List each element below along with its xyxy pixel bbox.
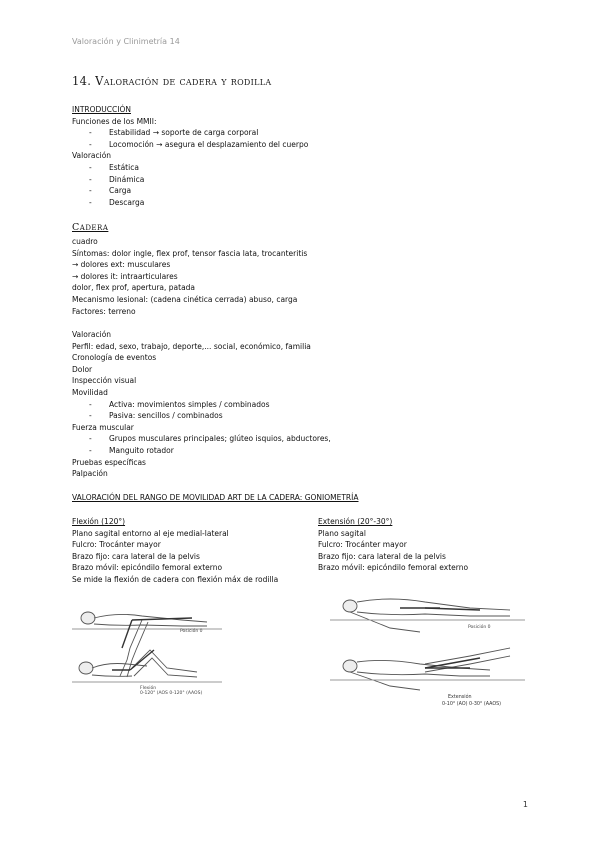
fuerza-item: - Manguito rotador: [72, 445, 331, 457]
extension-fig-label-0: Posición 0: [468, 625, 491, 630]
palpacion-line: Palpación: [72, 469, 108, 479]
extension-fig-label-1: Extensión: [448, 695, 472, 700]
flexion-fig-label-0: Posición 0: [180, 629, 203, 634]
cadera-line: dolor, flex prof, apertura, patada: [72, 283, 196, 293]
movilidad-item: - Activa: movimientos simples / combinados: [72, 399, 331, 411]
cadera-line: Mecanismo lesional: (cadena cinética cerrada) abuso, carga: [72, 294, 298, 304]
extension-illustration: [330, 588, 530, 710]
inspeccion-line: Inspección visual: [72, 376, 137, 386]
fuerza-item: - Grupos musculares principales; glúteo isquios, abductores,: [72, 433, 331, 445]
extension-line: Fulcro: Trocánter mayor: [318, 540, 407, 550]
cadera-heading: Cadera: [72, 222, 109, 233]
extension-line: Brazo fijo: cara lateral de la pelvis: [318, 551, 446, 561]
extension-column: [318, 516, 468, 574]
flexion-fig-label-2: 0-120° (AOS 0-120° (AAOS): [140, 691, 203, 696]
goniometria-heading: VALORACIÓN DEL RANGO DE MOVILIDAD ART DE LA CADERA: GONIOMETRÍA: [72, 493, 359, 502]
cronologia-line: Cronología de eventos: [72, 353, 157, 363]
flexion-title: Flexión (120°): [72, 517, 126, 526]
intro-heading: INTRODUCCIÓN: [72, 105, 131, 114]
flexion-fig-label-1: Flexión: [140, 686, 157, 691]
function-item: - Locomoción → asegura el desplazamiento del cuerpo: [72, 139, 308, 151]
flexion-line: Plano sagital entorno al eje medial-lateral: [72, 528, 229, 538]
extension-title: Extensión (20°-30°): [318, 517, 393, 526]
perfil-line: Perfil: edad, sexo, trabajo, deporte,... social, económico, familia: [72, 341, 311, 351]
cadera-section: [72, 222, 108, 234]
cadera-line: → dolores it: intraarticulares: [72, 271, 178, 281]
valoracion-label: Valoración: [72, 151, 112, 161]
valoracion-item: - Estática: [72, 162, 308, 174]
flexion-line: Brazo móvil: epicóndilo femoral externo: [72, 563, 223, 573]
movilidad-label: Movilidad: [72, 387, 108, 397]
cadera-line: cuadro: [72, 237, 98, 246]
valoracion-item: - Carga: [72, 185, 308, 197]
cadera-lines: [72, 236, 307, 317]
pruebas-line: Pruebas específicas: [72, 457, 146, 467]
movilidad-item: - Pasiva: sencillos / combinados: [72, 410, 331, 422]
valoracion-item: - Descarga: [72, 197, 308, 209]
valoracion-section: [72, 329, 331, 480]
page-title: 14. Valoración de cadera y rodilla: [72, 73, 272, 89]
extension-line: Plano sagital: [318, 528, 366, 538]
cadera-line: Factores: terreno: [72, 306, 136, 316]
page-number: 1: [522, 800, 528, 809]
intro-section: [72, 104, 308, 208]
goniometria-section: [72, 492, 359, 504]
flexion-column: [72, 516, 278, 586]
functions-label: Funciones de los MMII:: [72, 116, 157, 126]
running-header: Valoración y Clinimetría 14: [72, 37, 180, 46]
cadera-line: Síntomas: dolor ingle, flex prof, tensor fascia lata, trocanteritis: [72, 248, 308, 258]
extension-fig-label-2: 0-10° (AO) 0-30° (AAOS): [442, 702, 502, 707]
extension-line: Brazo móvil: epicóndilo femoral externo: [318, 563, 469, 573]
flexion-line: Se mide la flexión de cadera con flexión máx de rodilla: [72, 574, 279, 584]
valoracion-heading: Valoración: [72, 330, 112, 339]
flexion-line: Brazo fijo: cara lateral de la pelvis: [72, 551, 200, 561]
function-item: - Estabilidad → soporte de carga corporal: [72, 127, 308, 139]
fuerza-label: Fuerza muscular: [72, 422, 134, 432]
valoracion-item: - Dinámica: [72, 174, 308, 186]
flexion-illustration: [72, 598, 242, 696]
cadera-line: → dolores ext: musculares: [72, 260, 171, 270]
dolor-line: Dolor: [72, 364, 93, 374]
flexion-line: Fulcro: Trocánter mayor: [72, 540, 161, 550]
